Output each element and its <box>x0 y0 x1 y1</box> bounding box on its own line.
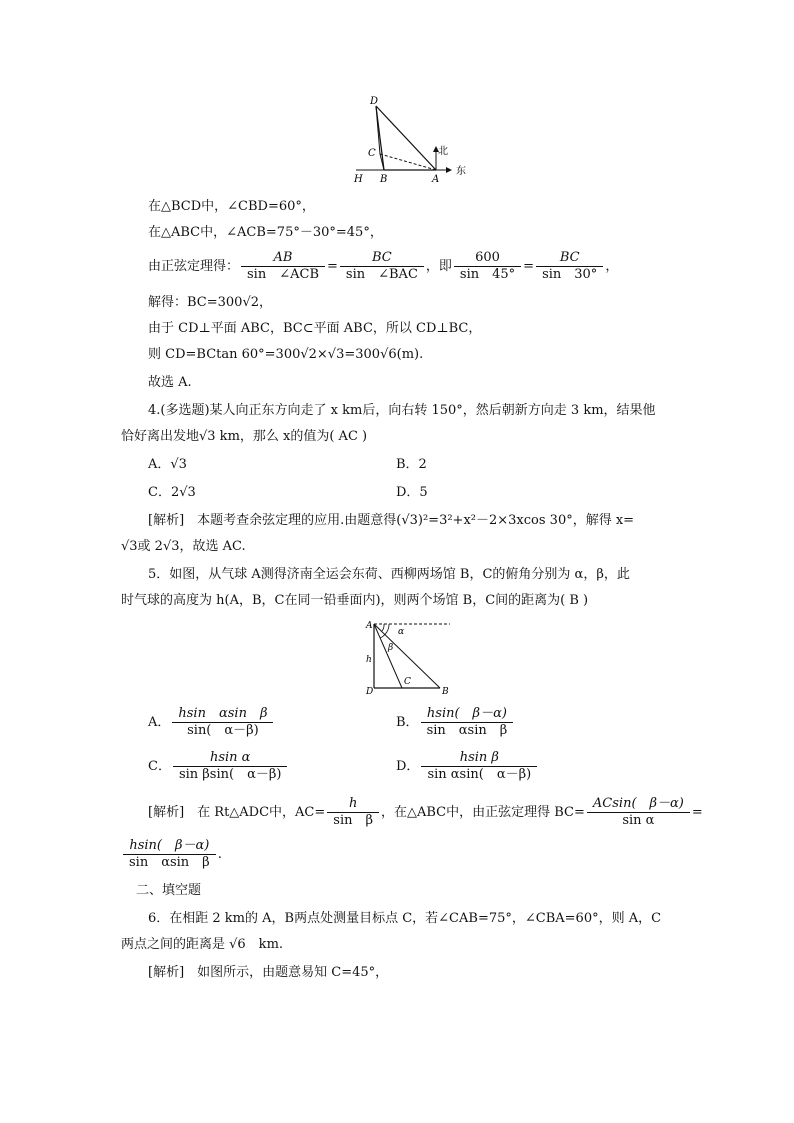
q4-option-b: B．2 <box>396 457 427 472</box>
q5-option-a-num: hsin αsin β <box>172 706 273 723</box>
fig1-label-north: 北 <box>438 146 448 157</box>
q4-analysis-1: [解析] 本题考查余弦定理的应用.由题意得(√3)²=3²+x²－2×3xcos 30°，解得 x= <box>148 513 635 528</box>
fraction-bc <box>340 250 424 283</box>
q5-option-c-label: C． <box>148 759 171 774</box>
q5-option-d-fraction <box>421 750 537 783</box>
q5-stem-2: 时气球的高度为 h(A，B，C在同一铅垂面内)，则两个场馆 B，C间的距离为( B ) <box>121 593 589 608</box>
q5-option-d <box>396 750 539 783</box>
q5-analysis-f2-den: sin α <box>622 813 655 828</box>
figure-direction-diagram <box>340 92 480 188</box>
q5-analysis-fraction-3 <box>123 838 216 871</box>
fig2-label-alpha: α <box>398 627 405 637</box>
q6-analysis-1: [解析] 如图所示，由题意易知 C=45°， <box>148 965 389 980</box>
q5-option-c-num: hsin α <box>173 750 288 767</box>
q4-stem-1: 4.(多选题)某人向正东方向走了 x km后，向右转 150°，然后朝新方向走 3 km，结果他 <box>148 403 656 418</box>
q4-option-c: C．2√3 <box>148 485 196 500</box>
q5-option-a-label: A． <box>148 715 171 730</box>
fraction-bc-den: sin ∠BAC <box>345 267 418 282</box>
q4-option-d: D．5 <box>396 485 428 500</box>
q5-analysis-line <box>148 796 703 829</box>
q6-stem-2: 两点之间的距离是 √6 km. <box>121 937 284 952</box>
q5-analysis-tail: . <box>217 847 222 862</box>
q5-option-b-label: B． <box>396 715 419 730</box>
q5-option-c-den: sin βsin( α－β) <box>178 767 282 782</box>
q5-analysis-end: = <box>691 805 703 820</box>
fig2-label-A: A <box>366 621 373 631</box>
fraction-bc2 <box>536 250 603 283</box>
fraction-bc2-num: BC <box>536 250 603 267</box>
text-line-2: 在△ABC中，∠ACB=75°－30°=45°， <box>148 225 383 240</box>
fraction-ab-num: AB <box>241 250 325 267</box>
q5-analysis-fraction-2 <box>587 796 690 829</box>
fig1-label-D: D <box>370 96 379 107</box>
q5-analysis-fraction-1 <box>327 796 379 829</box>
text-line-6: 则 CD=BCtan 60°=300√2×√3=300√6(m). <box>148 347 424 362</box>
figure-balloon-diagram <box>362 618 462 696</box>
q5-analysis-f2-num: ACsin( β－α) <box>587 796 690 813</box>
text-line-1: 在△BCD中，∠CBD=60°， <box>148 199 315 214</box>
text-line-5: 由于 CD⊥平面 ABC，BC⊂平面 ABC，所以 CD⊥BC， <box>148 321 482 336</box>
sine-law-prefix: 由正弦定理得： <box>148 259 240 274</box>
q5-option-b-fraction <box>421 706 514 739</box>
q5-option-a <box>148 706 275 739</box>
sine-law-end: ， <box>605 259 619 274</box>
q5-analysis-prefix: [解析] 在 Rt△ADC中，AC= <box>148 805 326 820</box>
fraction-bc-num: BC <box>340 250 424 267</box>
fig2-label-B: B <box>442 687 449 696</box>
q5-option-b-num: hsin( β－α) <box>421 706 514 723</box>
section-title-fill-in: 二、填空题 <box>136 883 202 898</box>
sine-law-mid: ，即 <box>425 259 452 274</box>
q5-analysis-f1-num: h <box>327 796 379 813</box>
text-line-7: 故选 A. <box>148 375 192 390</box>
fig1-label-east: 东 <box>456 166 466 177</box>
q5-analysis-f3-den: sin αsin β <box>129 855 210 870</box>
q5-option-a-den: sin( α－β) <box>187 723 259 738</box>
fraction-bc2-den: sin 30° <box>542 267 598 282</box>
q5-option-a-fraction <box>172 706 273 739</box>
q5-stem-1: 5．如图，从气球 A测得济南全运会东荷、西柳两场馆 B，C的俯角分别为 α，β，此 <box>148 567 630 582</box>
q4-stem-2: 恰好离出发地√3 km，那么 x的值为( AC ) <box>121 429 368 444</box>
q5-option-d-num: hsin β <box>421 750 537 767</box>
q5-option-c-fraction <box>173 750 288 783</box>
q5-option-d-label: D． <box>396 759 420 774</box>
q5-option-c <box>148 750 289 783</box>
fig2-label-beta: β <box>388 643 394 653</box>
fig2-label-h: h <box>366 655 372 665</box>
fig2-label-D: D <box>366 687 374 696</box>
q6-stem-1: 6．在相距 2 km的 A，B两点处测量目标点 C，若∠CAB=75°，∠CBA=60°，则 A，C <box>148 911 662 926</box>
fraction-600-den: sin 45° <box>459 267 516 282</box>
fraction-600-num: 600 <box>454 250 521 267</box>
fig1-label-A: A <box>432 174 440 185</box>
q5-option-b <box>396 706 515 739</box>
q4-option-a: A．√3 <box>148 457 187 472</box>
text-line-4: 解得：BC=300√2， <box>148 295 273 310</box>
fig2-label-C: C <box>404 677 411 687</box>
q5-option-b-den: sin αsin β <box>426 723 508 738</box>
fig1-label-B: B <box>380 174 388 185</box>
q5-analysis-f1-den: sin β <box>333 813 373 828</box>
q5-analysis-line-2 <box>121 838 222 871</box>
fraction-600 <box>454 250 521 283</box>
q5-option-d-den: sin αsin( α－β) <box>427 767 532 782</box>
q4-analysis-2: √3或 2√3，故选 AC. <box>121 539 246 554</box>
q5-analysis-mid: ，在△ABC中，由正弦定理得 BC= <box>381 805 585 820</box>
fig1-label-H: H <box>354 174 363 185</box>
q5-analysis-f3-num: hsin( β－α) <box>123 838 216 855</box>
fraction-ab-den: sin ∠ACB <box>247 267 319 282</box>
fraction-ab <box>241 250 325 283</box>
sine-law-line: 由正弦定理得： $\frac{AB}{\text{sin ∠ACB}}$ = $\frac{BC}{\text{sin ∠BAC}}$ ，即 $\frac{600}{\sin 45^\circ}$ = $\frac{BC}{\sin 30^\circ}$ ， <box>148 250 619 282</box>
fig1-label-C: C <box>368 148 376 159</box>
